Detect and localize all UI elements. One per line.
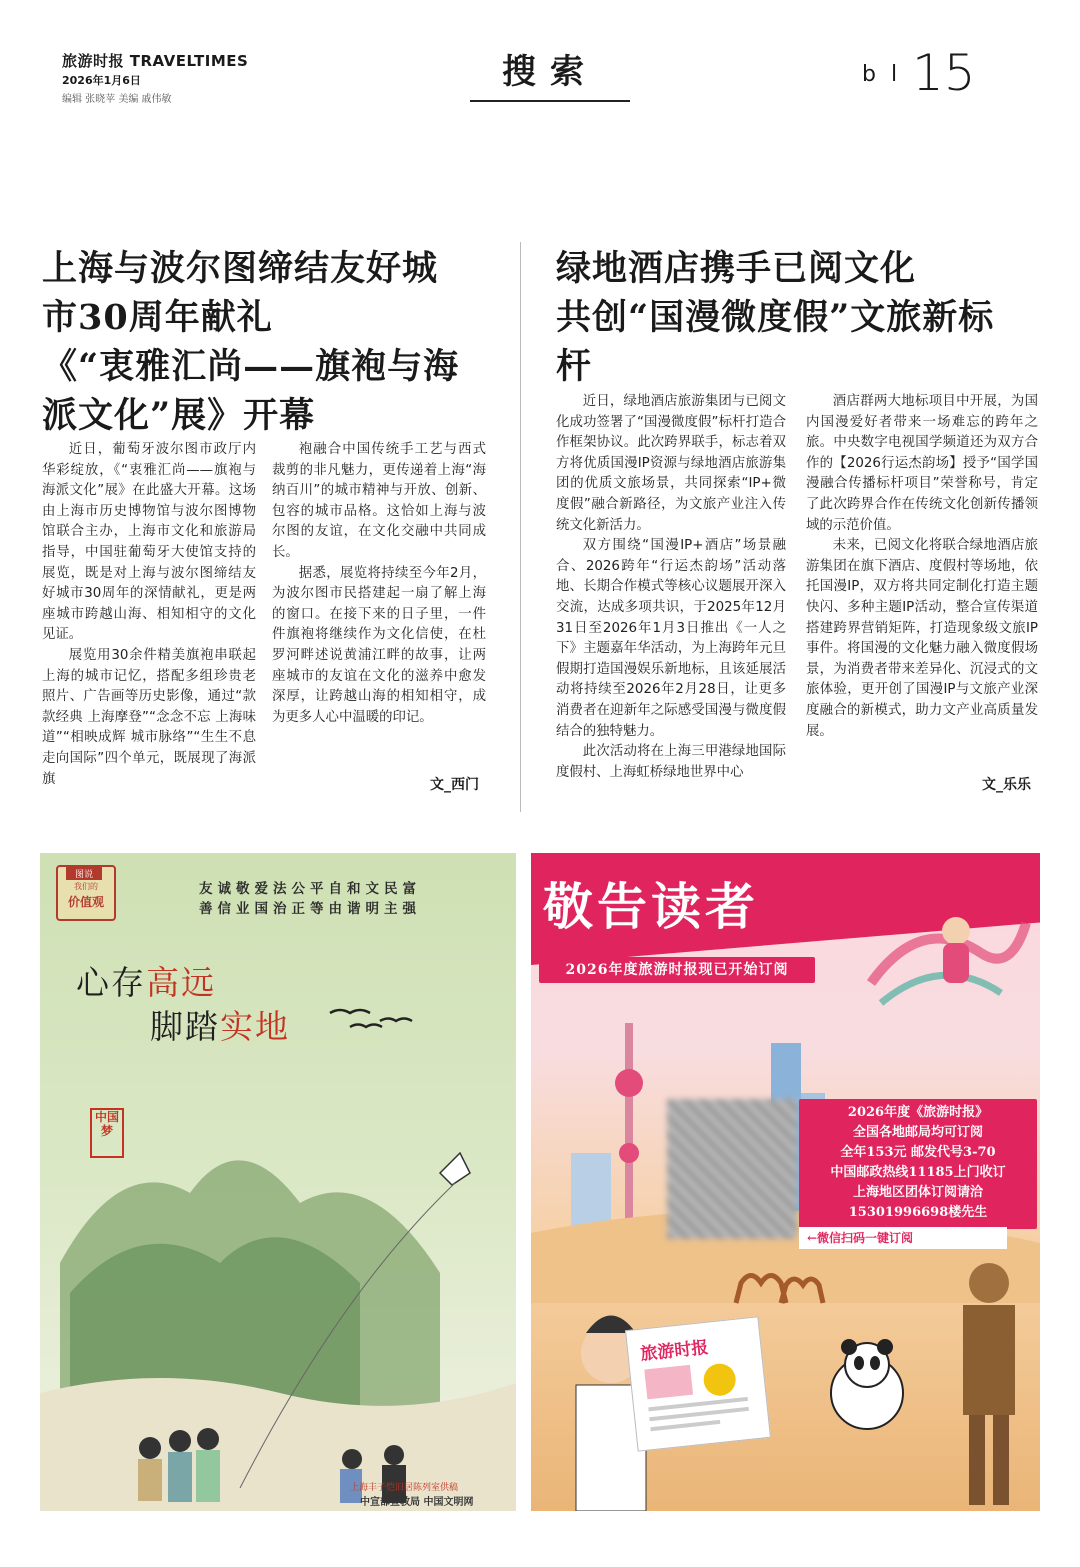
subscription-info-line: 中国邮政热线11185上门收订 (830, 1165, 1006, 1180)
article-left-column-2 (272, 440, 486, 728)
page-section-letter: b l (862, 62, 902, 87)
article-left-headline (42, 244, 502, 440)
headline-line: 共创“国漫微度假”文旅新标 (556, 297, 995, 338)
headline-line: 杆 (556, 346, 593, 387)
staff-credits: 编辑 张晓苹 美编 戚伟敏 (62, 94, 172, 105)
panda-illustration (817, 1333, 917, 1433)
paragraph: 酒店群两大地标项目中开展，为国内国漫爱好者带来一场难忘的跨年之旅。中央数字电视国学频道还为双方合作的【2026行运杰韵场】授予“国学国漫融合传播标杆项目”荣誉称号，肯定了此次跨界合作在传统文化创新传播领域的示范价值。 (806, 394, 1038, 533)
headline-line: 派文化”展》开幕 (42, 395, 316, 436)
subscription-info-line: 上海地区团体订阅请洽 (852, 1185, 983, 1200)
paragraph: 未来，已阅文化将联合绿地酒店旅游集团在旗下酒店、度假村等场地，依托国漫IP，双方将共同定制化打造主题快闪、多种主题IP活动，整合宣传渠道搭建跨界营销矩阵，打造现象级文旅IP事件。将国漫的文化魅力融入微度假场景，为消费者带来差异化、沉浸式的文旅体验，更开创了国漫IP与文旅产业深度融合的新模式，助力文产业高质量发展。 (806, 538, 1038, 739)
article-right-column-2 (806, 392, 1038, 742)
notice-title: 敬告读者 (543, 878, 759, 936)
newspaper-prop-title: 旅游时报 (639, 1337, 710, 1365)
article-right-headline (556, 244, 1046, 391)
kite-painting (40, 1063, 516, 1511)
birds-illustration (320, 995, 420, 1035)
china-dream-seal: 中国梦 (90, 1108, 124, 1158)
headline-line: 市30周年献礼 (42, 297, 273, 338)
newspaper-prop-graphics (644, 1359, 751, 1439)
ad-sponsor-credit: 中宣部宣教局 中国文明网 (360, 1497, 474, 1508)
article-left-byline: 文_西门 (430, 777, 479, 793)
values-badge (56, 865, 116, 921)
paragraph: 近日，葡萄牙波尔图市政厅内华彩绽放，《“衷雅汇尚——旗袍与海派文化”展》在此盛大开幕。这场由上海市历史博物馆与波尔图博物馆联合主办，上海市文化和旅游局指导，中国驻葡萄牙大使馆支持的展览，既是对上海与波尔图缔结友好城市30周年的深情献礼，更是两座城市跨越山海、相知相守的文化见证。 (42, 442, 256, 643)
paragraph: 此次活动将在上海三甲港绿地国际度假村、上海虹桥绿地世界中心 (556, 744, 786, 780)
slogan-line-2 (150, 1001, 290, 1048)
public-service-ad (40, 853, 516, 1511)
article-right-byline: 文_乐乐 (982, 777, 1031, 793)
article-right-column-1 (556, 392, 786, 783)
badge-top-label: 图说 (66, 867, 102, 880)
subscription-ad (531, 853, 1040, 1511)
section-title: 搜索 (502, 52, 598, 92)
badge-main-label: 价值观 (67, 895, 104, 909)
issue-date: 2026年1月6日 (62, 74, 141, 87)
terracotta-warrior-illustration (941, 1253, 1036, 1511)
slogan-highlight: 实地 (220, 1007, 290, 1046)
notice-subtitle: 2026年度旅游时报现已开始订阅 (539, 957, 815, 983)
paragraph: 据悉，展览将持续至今年2月，为波尔图市民搭建起一扇了解上海的窗口。在接下来的日子里，一件件旗袍将继续作为文化信使，在杜罗河畔述说黄浦江畔的故事，让两座城市的友谊在文化的滋养中愈发深厚，让跨越山海的相知相守，成为更多人心中温暖的印记。 (272, 565, 486, 725)
column-divider (520, 242, 521, 812)
scan-to-subscribe-tip: ←微信扫码一键订阅 (799, 1227, 1007, 1249)
slogan-highlight: 高远 (146, 963, 216, 1002)
paragraph: 双方围绕“国漫IP+酒店”场景融合、2026跨年“行运杰韵场”活动落地、长期合作模式等核心议题展开深入交流，达成多项共识，于2025年12月31日至2026年1月3日推出《一人之下》主题嘉年华活动，为上海跨年元旦假期打造国漫娱乐新地标，且该延展活动将持续至2026年2月28日，让更多消费者在迎新年之际感受国漫与微度假结合的独特魅力。 (556, 538, 786, 739)
slogan-text: 心存 (76, 963, 146, 1002)
subscription-info-panel (799, 1099, 1037, 1229)
slogan-line-1 (76, 957, 216, 1004)
paragraph: 展览用30余件精美旗袍串联起上海的城市记忆，搭配多组珍贵老照片、广告画等历史影像，通过“款款经典 上海摩登”“念念不忘 上海味道”“相映成辉 城市脉络”“生生不息 走向国际”四个单元，既展现了海派旗 (42, 647, 256, 787)
subscription-info-line: 15301996698楼先生 (848, 1205, 988, 1220)
badge-mid-label: 我们的 (74, 882, 98, 891)
qr-code-blurred[interactable] (667, 1099, 797, 1239)
paragraph: 近日，绿地酒店旅游集团与已阅文化成功签署了“国漫微度假”标杆打造合作框架协议。此次跨界联手，标志着双方将优质国漫IP资源与绿地酒店旅游集团的优质文旅场景，共同探索“IP+微度假”融合新路径，为文旅产业注入传统文化新活力。 (556, 394, 786, 533)
headline-line: 绿地酒店携手已阅文化 (556, 248, 917, 289)
artwork-credit: 上海丰子恺旧居陈列室供稿 (350, 1483, 459, 1493)
section-underline (470, 100, 630, 102)
slogan-text: 脚踏 (150, 1007, 220, 1046)
headline-line: 《“衷雅汇尚——旗袍与海 (42, 346, 460, 387)
camels-illustration (731, 1263, 831, 1313)
newspaper-name: 旅游时报 TRAVELTIMES (62, 52, 249, 70)
article-left-column-1 (42, 440, 256, 790)
paragraph: 袍融合中国传统手工艺与西式裁剪的非凡魅力，更传递着上海“海纳百川”的城市精神与开放、创新、包容的城市品格。这恰如上海与波尔图的友谊，在文化交融中共同成长。 (272, 442, 486, 560)
core-values-line-2: 善信业国治正等由谐明主强 (199, 901, 421, 917)
subscription-info-line: 全国各地邮局均可订阅 (852, 1125, 983, 1140)
headline-line: 上海与波尔图缔结友好城 (42, 248, 439, 289)
page-number: 15 (912, 44, 976, 102)
subscription-info-line: 全年153元 邮发代号3-70 (840, 1145, 996, 1160)
newspaper-prop (625, 1316, 771, 1451)
core-values-line-1: 友诚敬爱法公平自和文民富 (199, 881, 421, 897)
subscription-info-line: 2026年度《旅游时报》 (847, 1105, 989, 1120)
